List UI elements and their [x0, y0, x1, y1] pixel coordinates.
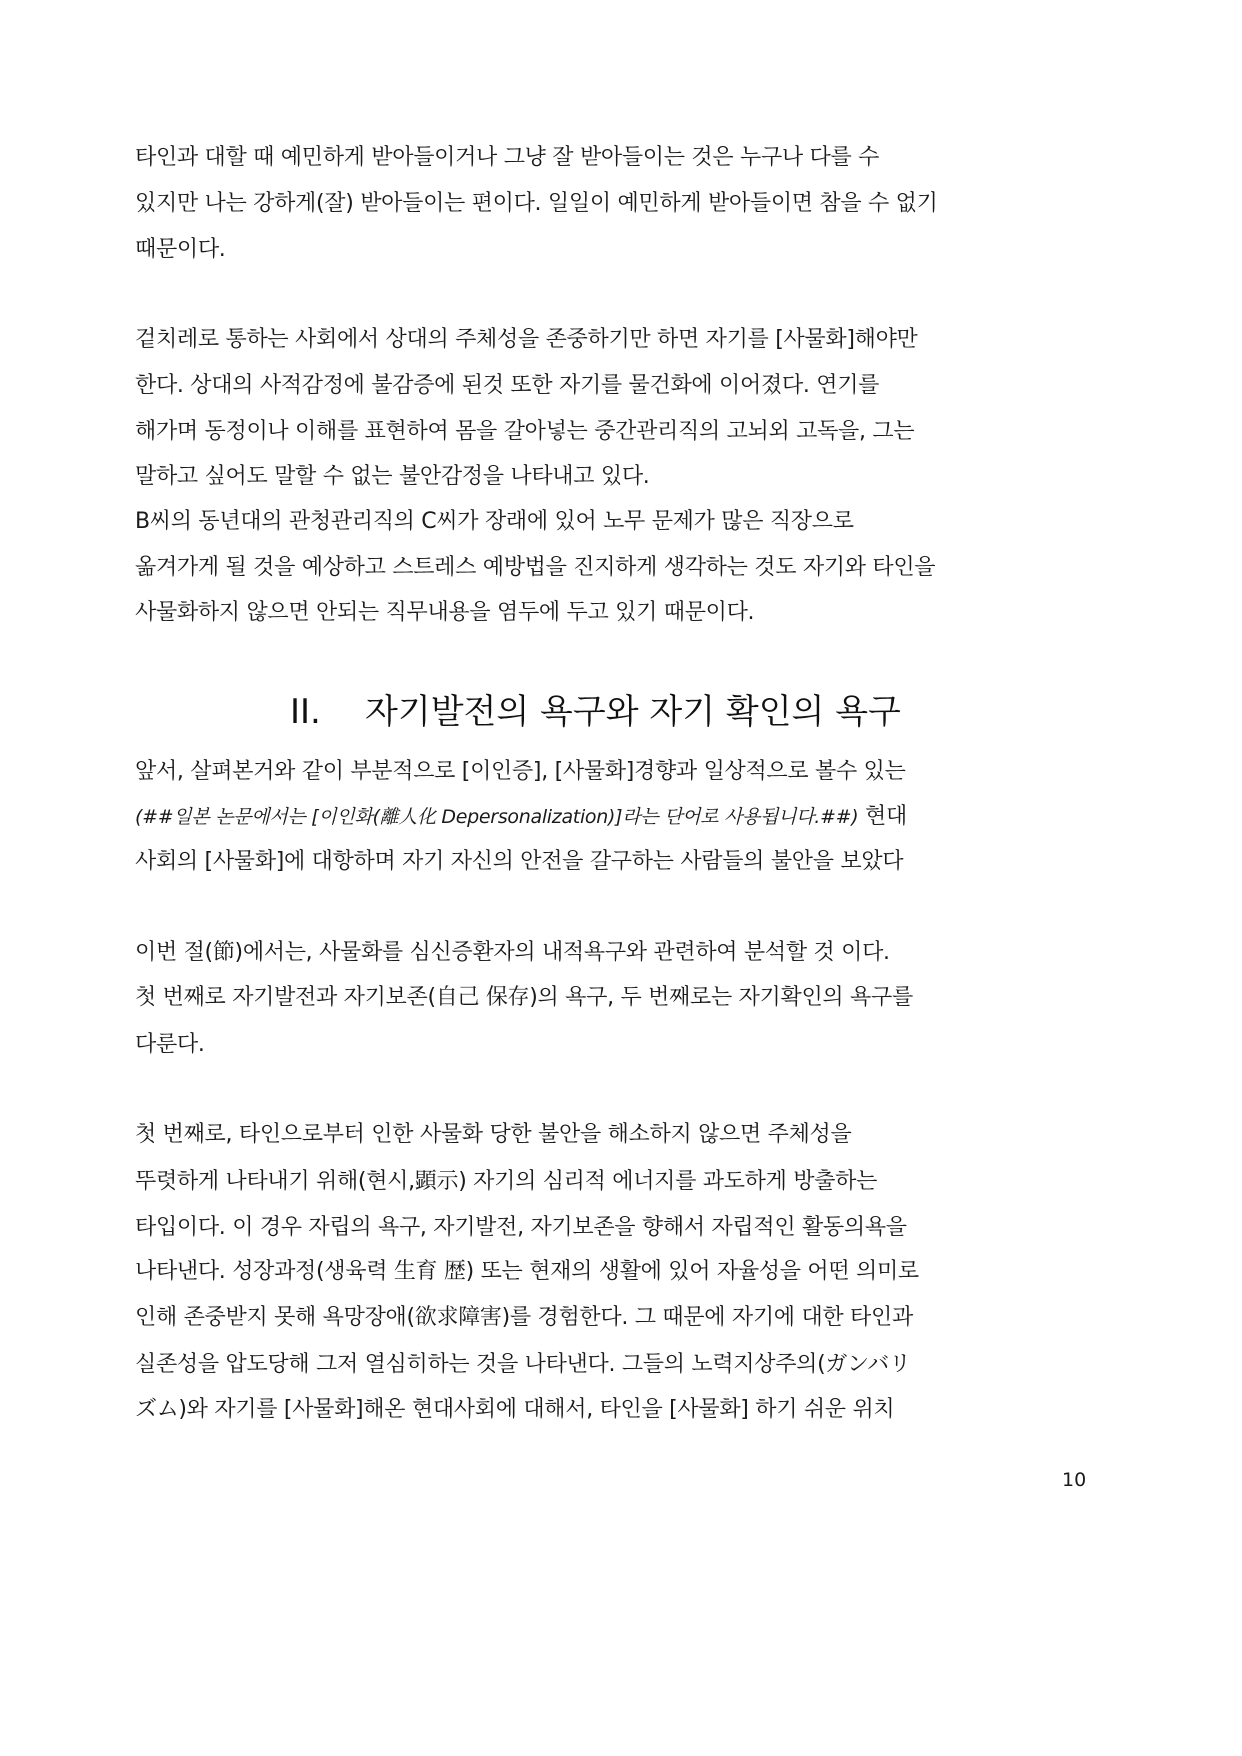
section-number: II.: [290, 692, 321, 732]
text-line: ズム)와 자기를 [사물화]해온 현대사회에 대해서, 타인을 [사물화] 하기 쉬운 위치: [135, 1397, 895, 1422]
text-line: 다룬다.: [135, 1032, 205, 1057]
text-line: 타인과 대할 때 예민하게 받아들이거나 그냥 잘 받아들이는 것은 누구나 다를 수: [135, 145, 880, 170]
text-line: 사회의 [사물화]에 대항하며 자기 자신의 안전을 갈구하는 사람들의 불안을 보았다: [135, 849, 904, 874]
text-line: 뚜렷하게 나타내기 위해(현시,顕示) 자기의 심리적 에너지를 과도하게 방출하는: [135, 1169, 878, 1194]
text-line: 인해 존중받지 못해 욕망장애(欲求障害)를 경험한다. 그 때문에 자기에 대한 타인과: [135, 1305, 913, 1330]
text-line: 앞서, 살펴본거와 같이 부분적으로 [이인증], [사물화]경향과 일상적으로 볼수 있는: [135, 759, 906, 784]
text-line: 있지만 나는 강하게(잘) 받아들이는 편이다. 일일이 예민하게 받아들이면 참을 수 없기: [135, 191, 938, 216]
text-line: 한다. 상대의 사적감정에 불감증에 된것 또한 자기를 물건화에 이어졌다. 연기를: [135, 373, 880, 398]
text-line: [135, 802, 907, 832]
text-line: 실존성을 압도당해 그저 열심히하는 것을 나타낸다. 그들의 노력지상주의(ガンバリ: [135, 1352, 911, 1377]
footnote-text: (##일본 논문에서는 [이인화(離人化 Depersonalization)]라는 단어로 사용됩니다.##): [135, 806, 859, 828]
text-line: 첫 번째로, 타인으로부터 인한 사물화 당한 불안을 해소하지 않으면 주체성을: [135, 1122, 852, 1147]
section-title: 자기발전의 욕구와 자기 확인의 욕구: [365, 692, 901, 732]
text-line: 사물화하지 않으면 안되는 직무내용을 염두에 두고 있기 때문이다.: [135, 600, 755, 625]
text-line: 해가며 동정이나 이해를 표현하여 몸을 갈아넣는 중간관리직의 고뇌외 고독을, 그는: [135, 419, 915, 444]
text-line: B씨의 동년대의 관청관리직의 C씨가 장래에 있어 노무 문제가 많은 직장으로: [135, 509, 854, 534]
text-line: 겉치레로 통하는 사회에서 상대의 주체성을 존중하기만 하면 자기를 [사물화]해야만: [135, 327, 918, 352]
text-line: 첫 번째로 자기발전과 자기보존(自己 保存)의 욕구, 두 번째로는 자기확인의 욕구를: [135, 985, 913, 1010]
text-line: 말하고 싶어도 말할 수 없는 불안감정을 나타내고 있다.: [135, 464, 650, 489]
page-number: 10: [1062, 1469, 1087, 1491]
text-line: 타입이다. 이 경우 자립의 욕구, 자기발전, 자기보존을 향해서 자립적인 활동의욕을: [135, 1215, 907, 1240]
text-fragment: 현대: [858, 804, 907, 829]
section-heading: [290, 690, 901, 734]
text-line: 이번 절(節)에서는, 사물화를 심신증환자의 내적욕구와 관련하여 분석할 것 이다.: [135, 940, 890, 965]
text-line: 나타낸다. 성장과정(생육력 生育 歴) 또는 현재의 생활에 있어 자율성을 어떤 의미로: [135, 1259, 919, 1284]
text-line: 때문이다.: [135, 237, 226, 262]
text-line: 옮겨가게 될 것을 예상하고 스트레스 예방법을 진지하게 생각하는 것도 자기와 타인을: [135, 555, 936, 580]
